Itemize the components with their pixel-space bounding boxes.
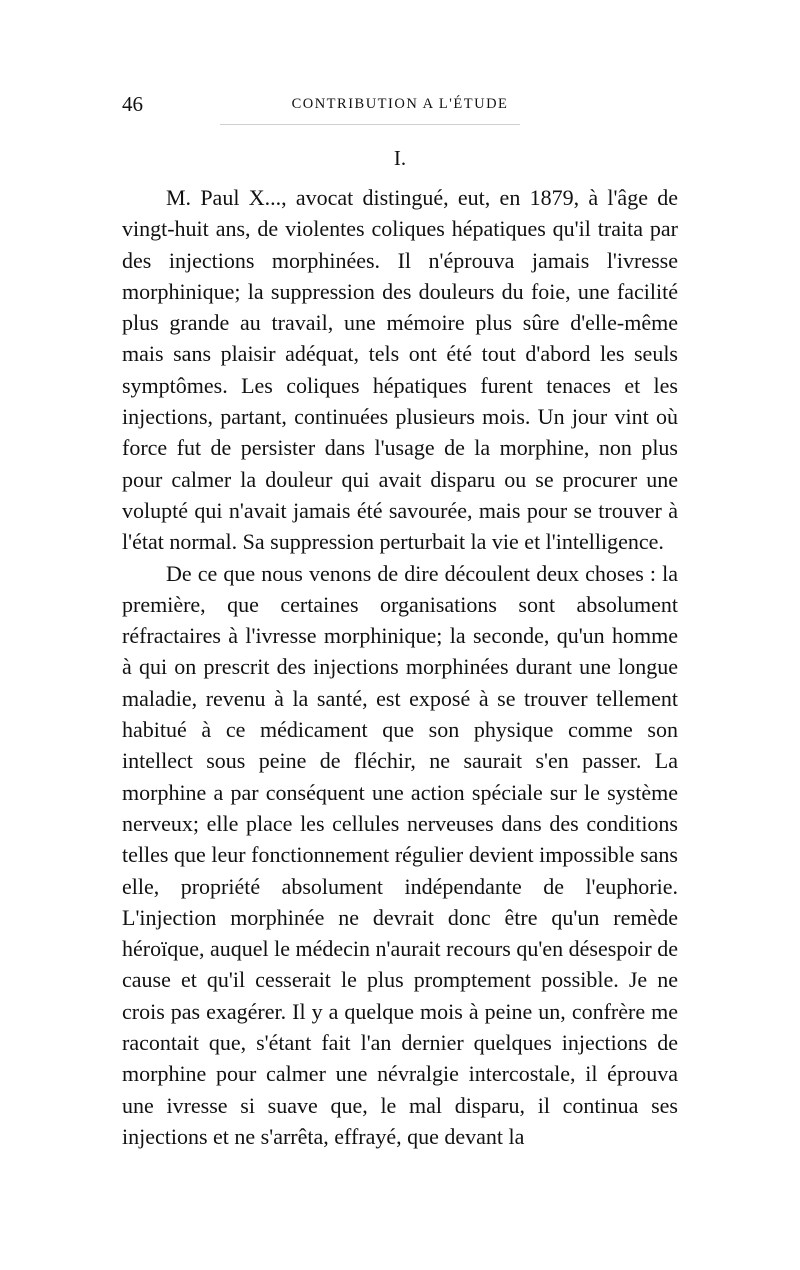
header-divider [220,124,520,125]
running-head: CONTRIBUTION A L'ÉTUDE [291,96,509,112]
page-number: 46 [122,92,143,116]
paragraph-2: De ce que nous venons de dire découlent deux choses : la première, que certaines organisations sont absolument réfractaires à l'ivresse morphinique; la seconde, qu'un homme à qui on prescrit des injections morphinées durant une longue maladie, revenu à la santé, est exposé à se trouver tellement habitué à ce médicament que son physique comme son intellect sous peine de fléchir, ne saurait s'en passer. La morphine a par conséquent une action spéciale sur le système nerveux; elle place les cellules nerveuses dans des conditions telles que leur fonctionnement régulier devient impossible sans elle, propriété absolument indépendante de l'euphorie. L'injection morphinée ne devrait donc être qu'un remède héroïque, auquel le médecin n'aurait recours qu'en désespoir de cause et qu'il cesserait le plus promptement possible. Je ne crois pas exagérer. Il y a quelque mois à peine un, confrère me racontait que, s'étant fait l'an dernier quelques injections de morphine pour calmer une névralgie intercostale, il éprouva une ivresse si suave que, le mal disparu, il continua ses injections et ne s'arrêta, effrayé, que devant la [122,560,678,1149]
section-number: I. [393,146,407,170]
body-text [122,182,678,1152]
page-header [122,92,678,122]
paragraph-1: M. Paul X..., avocat distingué, eut, en 1879, à l'âge de vingt-huit ans, de violentes coliques hépatiques qu'il traita par des injections morphinées. Il n'éprouva jamais l'ivresse morphinique; la suppression des douleurs du foie, une facilité plus grande au travail, une mémoire plus sûre d'elle-même mais sans plaisir adéquat, tels ont été tout d'abord les seuls symptômes. Les coliques hépatiques furent tenaces et les injections, partant, continuées plusieurs mois. Un jour vint où force fut de persister dans l'usage de la morphine, non plus pour calmer la douleur qui avait disparu ou se procurer une volupté qui n'avait jamais été savourée, mais pour se trouver à l'état normal. Sa suppression perturbait la vie et l'intelligence. [122,185,678,555]
